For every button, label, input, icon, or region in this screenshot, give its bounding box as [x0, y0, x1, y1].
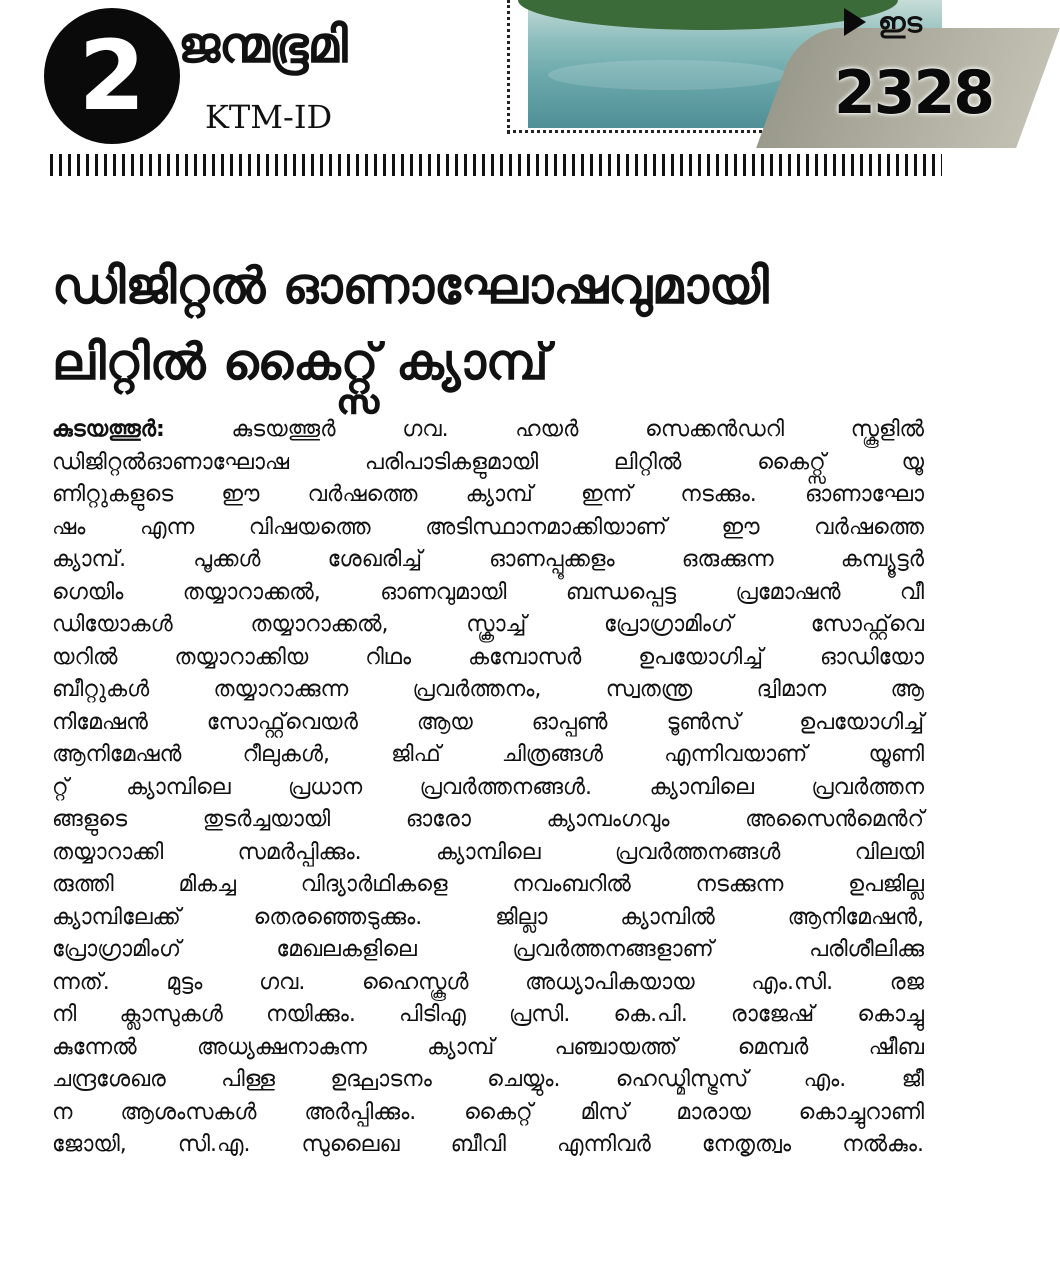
masthead: [0, 0, 993, 150]
article-body: [52, 414, 924, 1162]
edition-label: KTM-ID: [205, 98, 333, 136]
article-line: ഡിയോകൾ തയ്യാറാക്കൽ, സ്ക്രാച്ച് പ്രോഗ്രാമിംഗ് സോഫ്റ്റ്‌വെ: [52, 612, 924, 637]
page-number: 2: [44, 8, 180, 144]
article-line: ഡിജിറ്റൽഓണാഘോഷ പരിപാടികളുമായി ലിറ്റിൽ കൈറ്റ്സ് യൂ: [52, 449, 924, 475]
article-line: ബീറ്റുകൾ തയ്യാറാക്കുന്ന പ്രവർത്തനം, സ്വതന്ത്ര ദ്വിമാന ആ: [52, 677, 924, 702]
article-line: നി ക്ലാസുകൾ നയിക്കും. പിടിഎ പ്രസി. കെ.പി. രാജേഷ് കൊച്ചു: [52, 1002, 924, 1027]
ad-number: 2328: [834, 58, 993, 128]
headline: [52, 248, 932, 400]
headline-line-1: ഡിജിറ്റൽ ഓണാഘോഷവുമായി: [52, 257, 769, 315]
article-line: ആനിമേഷൻ റീലുകൾ, ജിഫ് ചിത്രങ്ങൾ എന്നിവയാണ് യൂണി: [52, 742, 924, 767]
ad-label: ഇട: [878, 6, 922, 39]
article-line: ങ്ങളുടെ തുടർച്ചയായി ഓരോ ക്യാമ്പംഗവും അസൈൻമെൻറ്: [52, 807, 924, 832]
article-line: റ്റ് ക്യാമ്പിലെ പ്രധാന പ്രവർത്തനങ്ങൾ. ക്യാമ്പിലെ പ്രവർത്തന: [52, 774, 924, 800]
article-line: ന്നത്. മുട്ടം ഗവ. ഹൈസ്കൂൾ അധ്യാപികയായ എം.സി. രജ: [52, 969, 924, 995]
article-line: കുന്നേൽ അധ്യക്ഷനാകുന്ന ക്യാമ്പ് പഞ്ചായത്ത് മെമ്പർ ഷീബ: [52, 1034, 924, 1060]
dotted-divider-vertical: [507, 0, 510, 134]
article-line: ചന്ദ്രശേഖര പിള്ള ഉദ്ഘാടനം ചെയ്യും. ഹെഡ്മിസ്ട്രസ് എം. ജീ: [52, 1067, 924, 1092]
article-line: ണിറ്റുകളുടെ ഈ വർഷത്തെ ക്യാമ്പ് ഇന്ന് നടക്കും. ഓണാഘോ: [52, 482, 924, 507]
dateline: കുടയത്തൂർ:: [52, 417, 165, 442]
article-line: [52, 414, 924, 447]
article-line-text: കുടയത്തൂർ ഗവ. ഹയർ സെക്കൻഡറി സ്കൂളിൽ: [164, 417, 924, 442]
column-rule: [50, 154, 942, 176]
article-line: പ്രോഗ്രാമിംഗ് മേഖലകളിലെ പ്രവർത്തനങ്ങളാണ് പരിശീലിക്കു: [52, 937, 924, 962]
ad-hill-shape: [518, 0, 898, 30]
article-line: ക്യാമ്പ്. പൂക്കൾ ശേഖരിച്ച് ഓണപ്പൂക്കളം ഒരുക്കുന്ന കമ്പ്യൂട്ടർ: [52, 547, 924, 572]
play-icon: [844, 8, 866, 36]
article-line: ഷം എന്ന വിഷയത്തെ അടിസ്ഥാനമാക്കിയാണ് ഈ വർഷത്തെ: [52, 514, 924, 540]
article-line: ക്യാമ്പിലേക്ക് തെരഞ്ഞെടുക്കും. ജില്ലാ ക്യാമ്പിൽ ആനിമേഷൻ,: [52, 904, 924, 930]
article-line: യറിൽ തയ്യാറാക്കിയ റിഥം കമ്പോസർ ഉപയോഗിച്ച് ഓഡിയോ: [52, 644, 924, 670]
article-line: രുത്തി മികച്ച വിദ്യാർഥികളെ നവംബറിൽ നടക്കുന്ന ഉപജില്ല: [52, 872, 924, 897]
newspaper-name: ജന്മഭൂമി: [178, 16, 347, 74]
article-line: തയ്യാറാക്കി സമർപ്പിക്കും. ക്യാമ്പിലെ പ്രവർത്തനങ്ങൾ വിലയി: [52, 839, 924, 865]
ad-water-shape: [548, 60, 788, 90]
article-line: ന ആശംസകൾ അർപ്പിക്കും. കൈറ്റ് മിസ് മാരായ കൊച്ചുറാണി: [52, 1099, 924, 1125]
article-line: ഗെയിം തയ്യാറാക്കൽ, ഓണവുമായി ബന്ധപ്പെട്ട പ്രമോഷൻ വീ: [52, 579, 924, 605]
article-line: നിമേഷൻ സോഫ്റ്റ്‌വെയർ ആയ ഓപ്പൺ ടൂൺസ് ഉപയോഗിച്ച്: [52, 709, 924, 735]
article-line: ജോയി, സി.എ. സുലൈഖ ബീവി എന്നിവർ നേതൃത്വം നൽകും.: [52, 1132, 924, 1157]
headline-line-2: ലിറ്റിൽ കൈറ്റ്സ് ക്യാമ്പ്: [52, 333, 549, 391]
